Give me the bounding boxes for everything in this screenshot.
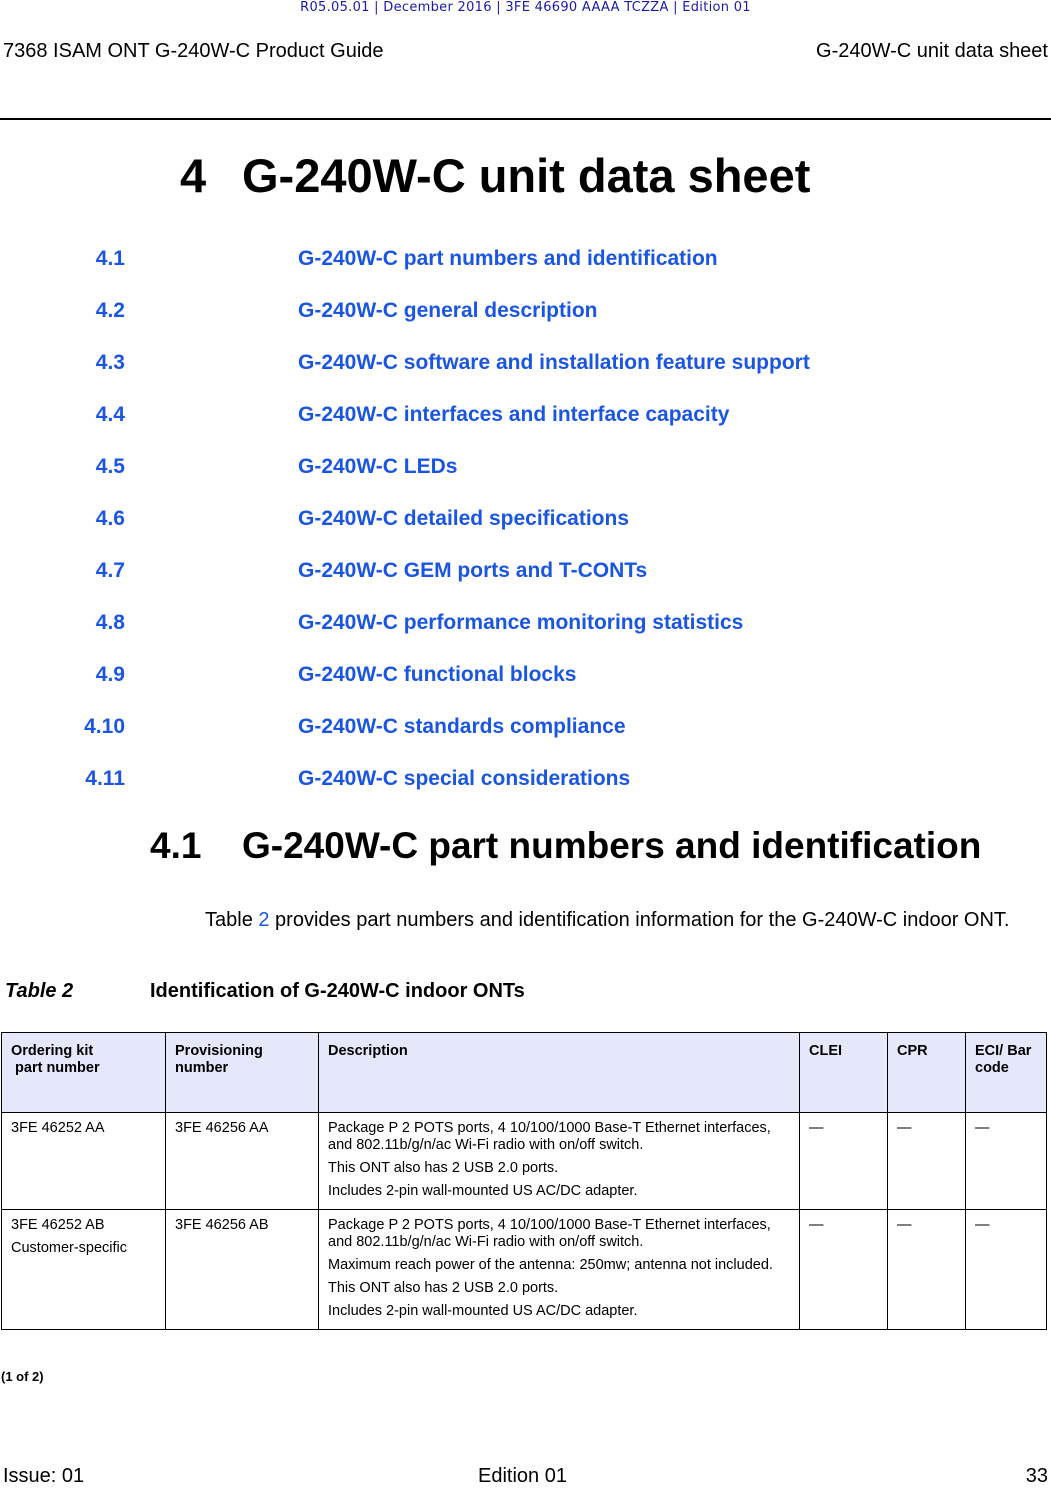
toc-title: G-240W-C general description [298,299,598,322]
cell-clei: — [800,1113,888,1210]
cell-ordering-kit [2,1113,166,1210]
ordering-part-number: 3FE 46252 AA [11,1120,105,1136]
ordering-part-number: 3FE 46252 AB [11,1217,105,1233]
col-header-ordering-line1: Ordering kit [11,1043,94,1059]
table-row [2,1113,1047,1210]
toc-number: 4.7 [95,559,125,582]
chapter-heading [180,148,810,203]
cell-cpr: — [888,1113,966,1210]
col-header-provisioning: Provisioning number [166,1033,319,1113]
ordering-note: Customer-specific [11,1240,128,1256]
toc-title: G-240W-C performance monitoring statistics [298,611,744,634]
col-header-clei: CLEI [800,1033,888,1113]
col-header-ordering-line2: part number [15,1060,100,1076]
cell-description [319,1210,800,1330]
cell-eci: — [966,1113,1047,1210]
section-heading [150,825,981,867]
table-reference-link[interactable]: 2 [258,909,270,931]
col-header-eci: ECI/ Bar code [966,1033,1047,1113]
toc-title: G-240W-C detailed specifications [298,507,629,530]
description-line: Includes 2-pin wall-mounted US AC/DC adapter. [328,1183,638,1199]
toc-number: 4.11 [85,767,125,790]
toc-link-4-6[interactable] [0,507,900,535]
toc-link-4-9[interactable] [0,663,900,691]
col-header-cpr: CPR [888,1033,966,1113]
toc-number: 4.3 [95,351,125,374]
toc-link-4-3[interactable] [0,351,900,379]
section-title: G-240W-C part numbers and identification [242,825,982,866]
table-row [2,1210,1047,1330]
toc-number: 4.10 [84,715,125,738]
toc-number: 4.6 [95,507,125,530]
section-number: 4.1 [150,825,202,866]
toc-title: G-240W-C interfaces and interface capacity [298,403,730,426]
table-header-row [2,1033,1047,1113]
table-label: Table 2 [5,980,74,1002]
toc-number: 4.5 [95,455,125,478]
description-line: Package P 2 POTS ports, 4 10/100/1000 Base-T Ethernet interfaces, and 802.11b/g/n/ac Wi-Fi radio with on/off switch. [328,1120,771,1153]
toc-title: G-240W-C standards compliance [298,715,626,738]
toc-link-4-2[interactable] [0,299,900,327]
header-divider [0,118,1051,120]
cell-ordering-kit [2,1210,166,1330]
toc-link-4-11[interactable] [0,767,900,795]
toc-title: G-240W-C software and installation feature support [298,351,810,374]
identification-table [1,1032,1047,1330]
toc-title: G-240W-C special considerations [298,767,631,790]
intro-prefix: Table [205,909,259,931]
toc-link-4-4[interactable] [0,403,900,431]
cell-eci: — [966,1210,1047,1330]
cell-provisioning: 3FE 46256 AB [166,1210,319,1330]
cell-provisioning: 3FE 46256 AA [166,1113,319,1210]
release-banner: R05.05.01 | December 2016 | 3FE 46690 AAAA TCZZA | Edition 01 [300,0,751,15]
header-chapter-title: G-240W-C unit data sheet [816,40,1048,62]
table-title: Identification of G-240W-C indoor ONTs [150,980,525,1002]
footer-issue: Issue: 01 [3,1465,85,1487]
toc-link-4-8[interactable] [0,611,900,639]
toc-number: 4.1 [95,247,125,270]
toc-title: G-240W-C LEDs [298,455,458,478]
toc-title: G-240W-C functional blocks [298,663,577,686]
intro-paragraph [205,910,1025,931]
toc-link-4-10[interactable] [0,715,900,743]
table-caption [5,980,525,1003]
table-continuation: (1 of 2) [1,1369,44,1384]
col-header-description: Description [319,1033,800,1113]
chapter-title: G-240W-C unit data sheet [242,149,811,202]
toc-number: 4.4 [95,403,125,426]
toc-link-4-7[interactable] [0,559,900,587]
toc-title: G-240W-C GEM ports and T-CONTs [298,559,648,582]
toc-link-4-1[interactable] [0,247,900,275]
description-line: Includes 2-pin wall-mounted US AC/DC adapter. [328,1303,638,1319]
cell-cpr: — [888,1210,966,1330]
toc-number: 4.8 [95,611,125,634]
toc-link-4-5[interactable] [0,455,900,483]
description-line: Package P 2 POTS ports, 4 10/100/1000 Base-T Ethernet interfaces, and 802.11b/g/n/ac Wi-Fi radio with on/off switch. [328,1217,771,1250]
chapter-number: 4 [180,149,207,202]
intro-suffix: provides part numbers and identification information for the G-240W-C indoor ONT. [269,909,1010,931]
description-line: This ONT also has 2 USB 2.0 ports. [328,1280,559,1296]
header-guide-title: 7368 ISAM ONT G-240W-C Product Guide [3,40,384,62]
footer-page-number: 33 [1025,1465,1048,1487]
cell-clei: — [800,1210,888,1330]
description-line: Maximum reach power of the antenna: 250mw; antenna not included. [328,1257,773,1273]
col-header-ordering-kit [2,1033,166,1113]
cell-description [319,1113,800,1210]
toc-title: G-240W-C part numbers and identification [298,247,718,270]
description-line: This ONT also has 2 USB 2.0 ports. [328,1160,559,1176]
toc-number: 4.9 [95,663,125,686]
toc-number: 4.2 [95,299,125,322]
footer-edition: Edition 01 [478,1465,567,1487]
